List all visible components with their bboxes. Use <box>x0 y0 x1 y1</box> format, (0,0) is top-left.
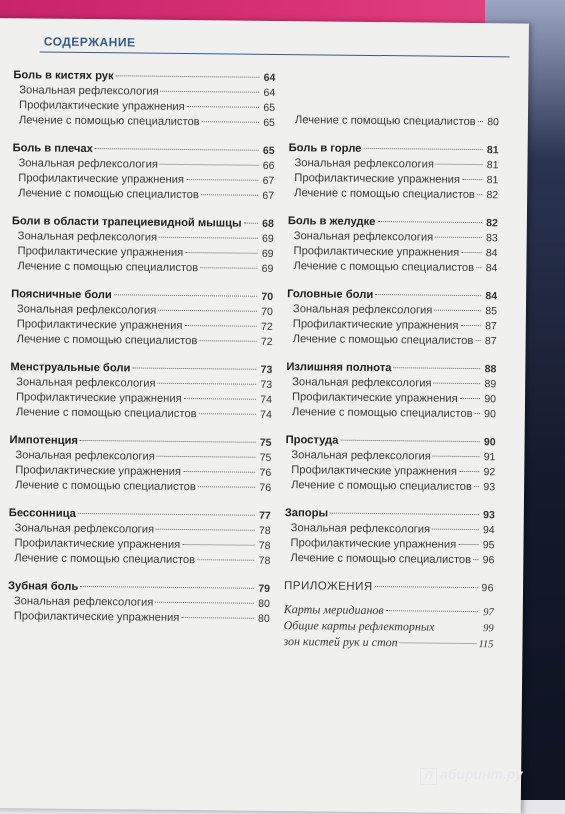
toc-entry-label: Профилактические упражнения <box>293 245 460 259</box>
toc-entry-page: 81 <box>486 174 499 187</box>
toc-entry <box>285 478 495 495</box>
toc-section-title-label: Менструальные боли <box>10 361 131 375</box>
toc-section-title-label: Запоры <box>284 507 329 520</box>
toc-section-title-page: 64 <box>263 71 276 84</box>
toc-section-title-page: 90 <box>483 436 496 449</box>
leader-dots <box>400 642 477 644</box>
leader-dots <box>475 340 480 341</box>
leader-dots <box>156 529 255 531</box>
leader-dots <box>161 91 260 93</box>
toc-section-title-label: Зубная боль <box>7 580 79 593</box>
toc-section-title-label: Поясничные боли <box>11 288 112 302</box>
toc-entry-page: 81 <box>486 159 499 172</box>
toc-entry-page: 83 <box>485 232 498 245</box>
leader-dots <box>476 267 481 268</box>
leader-dots <box>461 252 481 253</box>
toc-entry-label: Профилактические упражнения <box>292 318 459 332</box>
leader-dots <box>474 486 479 487</box>
toc-section <box>9 433 272 496</box>
leader-dots <box>460 325 480 326</box>
toc-entry-page: 69 <box>261 262 274 275</box>
toc-entry-label: Лечение с помощью специалистов <box>291 479 472 494</box>
toc-entry-page: 70 <box>261 305 274 318</box>
toc-entry-page: 84 <box>485 262 498 275</box>
leader-dots <box>330 513 479 516</box>
toc-right-column <box>283 113 499 665</box>
leader-dots <box>462 179 482 180</box>
toc-entry-label: Зональная рефлексология <box>15 449 155 463</box>
leader-dots <box>363 148 482 150</box>
toc-entry-page: 76 <box>259 466 272 479</box>
toc-section-title-label: Излишняя полнота <box>286 361 392 375</box>
leader-dots <box>184 398 256 400</box>
leader-dots <box>340 440 479 442</box>
toc-entry-page: 94 <box>482 524 495 537</box>
leader-dots <box>435 237 482 238</box>
toc-entry-label: Профилактические упражнения <box>17 245 184 259</box>
toc-section-title-page: 73 <box>260 363 273 376</box>
leader-dots <box>116 75 260 78</box>
watermark-logo-icon: Л <box>420 768 437 785</box>
leader-dots <box>95 148 259 151</box>
toc-section-title-page: 68 <box>262 217 274 230</box>
leader-dots <box>184 325 256 327</box>
toc-entry-page: 78 <box>258 539 271 552</box>
toc-entry-page: 65 <box>263 101 276 114</box>
toc-entry-page: 82 <box>486 189 499 202</box>
leader-dots <box>434 310 481 311</box>
leader-dots <box>187 106 259 108</box>
toc-section-title-label: Боль в кистях рук <box>13 69 114 83</box>
toc-entry-page: 69 <box>261 247 274 260</box>
toc-section-title-page: 70 <box>261 290 274 303</box>
leader-dots <box>186 179 258 181</box>
toc-entry-page: 97 <box>483 607 494 619</box>
toc-section-title-label: Бессонница <box>8 507 76 520</box>
toc-entry-page: 67 <box>262 189 275 202</box>
leader-dots <box>199 413 256 415</box>
toc-section <box>8 506 271 569</box>
toc-entry-label: зон кистей рук и стоп <box>283 634 398 650</box>
toc-entry <box>288 186 498 203</box>
toc-entry-page: 85 <box>485 305 498 318</box>
toc-entry-label: Профилактические упражнения <box>13 610 180 624</box>
toc-entry-label: Лечение с помощью специалистов <box>14 552 196 567</box>
toc-entry-page: 87 <box>485 320 497 333</box>
toc-section <box>10 360 273 423</box>
toc-entry-label: Лечение с помощью специалистов <box>292 333 474 348</box>
toc-entry-label: Лечение с помощью специалистов <box>18 187 199 202</box>
leader-dots <box>157 456 256 458</box>
toc-entry-label: Зональная рефлексология <box>17 230 158 244</box>
toc-entry-page: 75 <box>259 451 272 464</box>
leader-dots <box>386 610 478 612</box>
toc-entry <box>286 405 496 422</box>
leader-dots <box>475 413 480 414</box>
leader-dots <box>78 513 255 516</box>
toc-entry-label: Карты меридианов <box>283 602 384 618</box>
toc-entry-page: 115 <box>478 639 494 651</box>
toc-section <box>288 141 499 203</box>
toc-section <box>286 360 497 422</box>
toc-entry-page: 74 <box>260 393 273 406</box>
toc-section-title-page: 79 <box>258 582 271 595</box>
leader-dots <box>459 471 479 472</box>
toc-entry-page: 80 <box>487 116 499 129</box>
toc-section-title-page: 93 <box>483 509 495 522</box>
leader-dots <box>432 529 479 530</box>
toc-entry-label: Зональная рефлексология <box>18 157 158 171</box>
leader-dots <box>433 456 480 457</box>
leader-dots <box>197 559 254 561</box>
toc-entry-page: 89 <box>484 378 497 391</box>
toc-entry-page: 72 <box>261 320 273 333</box>
leader-dots <box>181 617 253 619</box>
toc-entry-page: 76 <box>259 481 272 494</box>
toc-entry-page: 78 <box>258 524 271 537</box>
toc-entry-label: Общие карты рефлекторных <box>283 618 435 634</box>
leader-dots <box>158 383 257 385</box>
toc-section-title-page: 84 <box>485 290 498 303</box>
toc-section-title-page: 81 <box>486 144 499 157</box>
toc-entry-label: Лечение с помощью специалистов <box>15 406 197 421</box>
toc-entry <box>12 186 274 204</box>
toc-entry-page: 65 <box>263 116 275 129</box>
toc-entry-label: Зональная рефлексология <box>290 522 431 536</box>
leader-dots <box>159 237 258 239</box>
toc-entry <box>8 609 270 627</box>
toc-entry-page: 80 <box>257 612 270 625</box>
leader-dots <box>436 164 483 165</box>
toc-entry <box>287 259 497 276</box>
leader-dots <box>477 194 482 195</box>
leader-dots <box>244 223 258 224</box>
toc-entry-label: Профилактические упражнения <box>19 99 185 114</box>
leader-dots <box>80 440 256 443</box>
toc-section <box>284 506 495 568</box>
toc-entry-label: Профилактические упражнения <box>14 537 181 551</box>
toc-entry-page: 93 <box>483 481 496 494</box>
toc-entry <box>11 259 273 277</box>
toc-entry <box>8 551 270 569</box>
leader-dots <box>201 194 258 196</box>
leader-dots <box>473 559 478 560</box>
toc-section-page: 96 <box>481 582 495 595</box>
toc-entry-label: Зональная рефлексология <box>16 376 156 390</box>
toc-entry-page: 99 <box>483 623 494 635</box>
toc-section <box>11 287 274 350</box>
toc-entry-label: Лечение с помощью специалистов <box>16 333 198 348</box>
toc-entry-label: Зональная рефлексология <box>16 303 157 317</box>
toc-right-groups <box>284 141 498 568</box>
toc-entry-label: Лечение с помощью специалистов <box>15 479 196 494</box>
page-header: СОДЕРЖАНИЕ <box>43 34 136 50</box>
leader-dots <box>375 294 481 296</box>
watermark <box>420 766 523 785</box>
leader-dots <box>160 164 259 166</box>
toc-entry-label: Профилактические упражнения <box>291 464 458 478</box>
leader-dots <box>182 544 254 546</box>
toc-entry-page: 84 <box>485 247 498 260</box>
toc-section-title-page: 65 <box>262 144 275 157</box>
toc-entry-label: Зональная рефлексология <box>292 303 433 317</box>
toc-entry-page: 67 <box>262 174 275 187</box>
toc-section-title-label: Боли в области трапециевидной мышцы <box>11 215 242 230</box>
leader-dots <box>434 383 481 384</box>
toc-entry-label: Профилактические упражнения <box>18 172 185 186</box>
leader-dots <box>198 486 255 488</box>
toc-entry-page: 95 <box>482 539 495 552</box>
toc-section <box>12 141 275 204</box>
toc-section-title-label: Боль в желудке <box>287 215 376 229</box>
header-rule <box>40 51 510 57</box>
leader-dots <box>132 367 256 369</box>
leader-dots <box>158 310 257 312</box>
toc-entry-label: Лечение с помощью специалистов <box>293 260 475 275</box>
toc-entry-page: 96 <box>482 554 495 567</box>
toc-entry <box>9 478 271 496</box>
toc-entry-label: Зональная рефлексология <box>13 595 154 609</box>
toc-entry-label: Лечение с помощью специалистов <box>294 114 476 129</box>
toc-section-title <box>284 579 494 596</box>
toc-entry-page: 64 <box>263 86 276 99</box>
toc-section-title-label: Боль в плечах <box>12 142 93 156</box>
toc-entry-label: Зональная рефлексология <box>293 230 434 244</box>
toc-section-title-page: 75 <box>259 436 272 449</box>
toc-entry-page: 66 <box>262 159 275 172</box>
toc-entry-page: 90 <box>484 393 497 406</box>
toc-entry <box>13 113 275 131</box>
leader-dots <box>200 267 257 269</box>
toc-entry-label: Профилактические упражнения <box>294 172 461 186</box>
toc-entry-label: Зональная рефлексология <box>19 84 159 98</box>
toc-entry-page: 87 <box>484 335 497 348</box>
leader-dots <box>458 544 478 545</box>
toc-entry-label: Профилактические упражнения <box>15 391 182 405</box>
toc-section-title-label: Головные боли <box>287 288 374 301</box>
toc-section <box>13 68 276 131</box>
toc-entry-label: Лечение с помощью специалистов <box>18 114 200 129</box>
toc-entry-page: 69 <box>261 232 274 245</box>
toc-entry-label: Профилактические упражнения <box>290 537 457 551</box>
leader-dots <box>377 221 481 223</box>
leader-dots <box>185 252 257 254</box>
watermark-text: абиринт.ру <box>440 766 523 782</box>
leader-dots <box>199 340 256 342</box>
leader-dots <box>183 471 255 473</box>
toc-section <box>287 214 498 276</box>
toc-section <box>8 579 270 627</box>
toc-entry-page: 74 <box>260 408 272 421</box>
leader-dots <box>478 121 483 122</box>
toc-entry-label: Зональная рефлексология <box>292 376 432 390</box>
toc-section <box>285 433 496 495</box>
toc-entry <box>289 113 499 130</box>
toc-section-title-page: 88 <box>484 363 497 376</box>
leader-dots <box>460 398 480 399</box>
toc-section <box>11 214 274 277</box>
toc-entry-page: 91 <box>483 451 496 464</box>
toc-entry-label: Лечение с помощью специалистов <box>17 260 199 275</box>
toc-entry-label: Зональная рефлексология <box>14 522 155 536</box>
toc-entry-page: 78 <box>258 554 271 567</box>
toc-entry-page: 72 <box>260 335 273 348</box>
toc-entry <box>283 634 493 652</box>
toc-section-title-label: Импотенция <box>9 434 79 447</box>
leader-dots <box>393 367 480 369</box>
toc-appendix <box>283 579 494 652</box>
toc-entry-page: 90 <box>484 408 496 421</box>
toc-section-title-label: Простуда <box>285 434 339 447</box>
book-page <box>0 18 529 814</box>
leader-dots <box>202 121 259 123</box>
toc-entry <box>284 551 494 568</box>
leader-dots <box>80 586 254 589</box>
toc-section-title-page: 82 <box>486 217 498 230</box>
toc-entry-label: Лечение с помощью специалистов <box>294 187 475 202</box>
toc-section-label: ПРИЛОЖЕНИЯ <box>284 580 373 593</box>
toc-entry <box>10 405 272 423</box>
toc-entry-label: Лечение с помощью специалистов <box>290 552 472 567</box>
toc-continuation <box>289 113 499 130</box>
toc-entry-page: 73 <box>260 378 273 391</box>
leader-dots <box>375 586 478 588</box>
toc-entry-page: 92 <box>483 466 496 479</box>
toc-entry-label: Лечение с помощью специалистов <box>291 406 473 421</box>
toc-entry-label: Профилактические упражнения <box>16 318 183 332</box>
toc-entry-label: Профилактические упражнения <box>291 391 458 405</box>
toc-entry <box>287 332 497 349</box>
toc-section-title-label: Боль в горле <box>288 142 362 155</box>
toc-entry-page: 80 <box>258 597 270 610</box>
leader-dots <box>114 294 257 297</box>
toc-section-title-page: 77 <box>259 509 271 522</box>
toc-entry-label: Профилактические упражнения <box>15 464 181 478</box>
leader-dots <box>155 602 254 604</box>
toc-entry-label: Зональная рефлексология <box>294 157 434 171</box>
toc-entry <box>11 332 273 350</box>
toc-section <box>287 287 498 349</box>
toc-left-column <box>8 68 276 640</box>
toc-entry-label: Зональная рефлексология <box>291 449 431 463</box>
